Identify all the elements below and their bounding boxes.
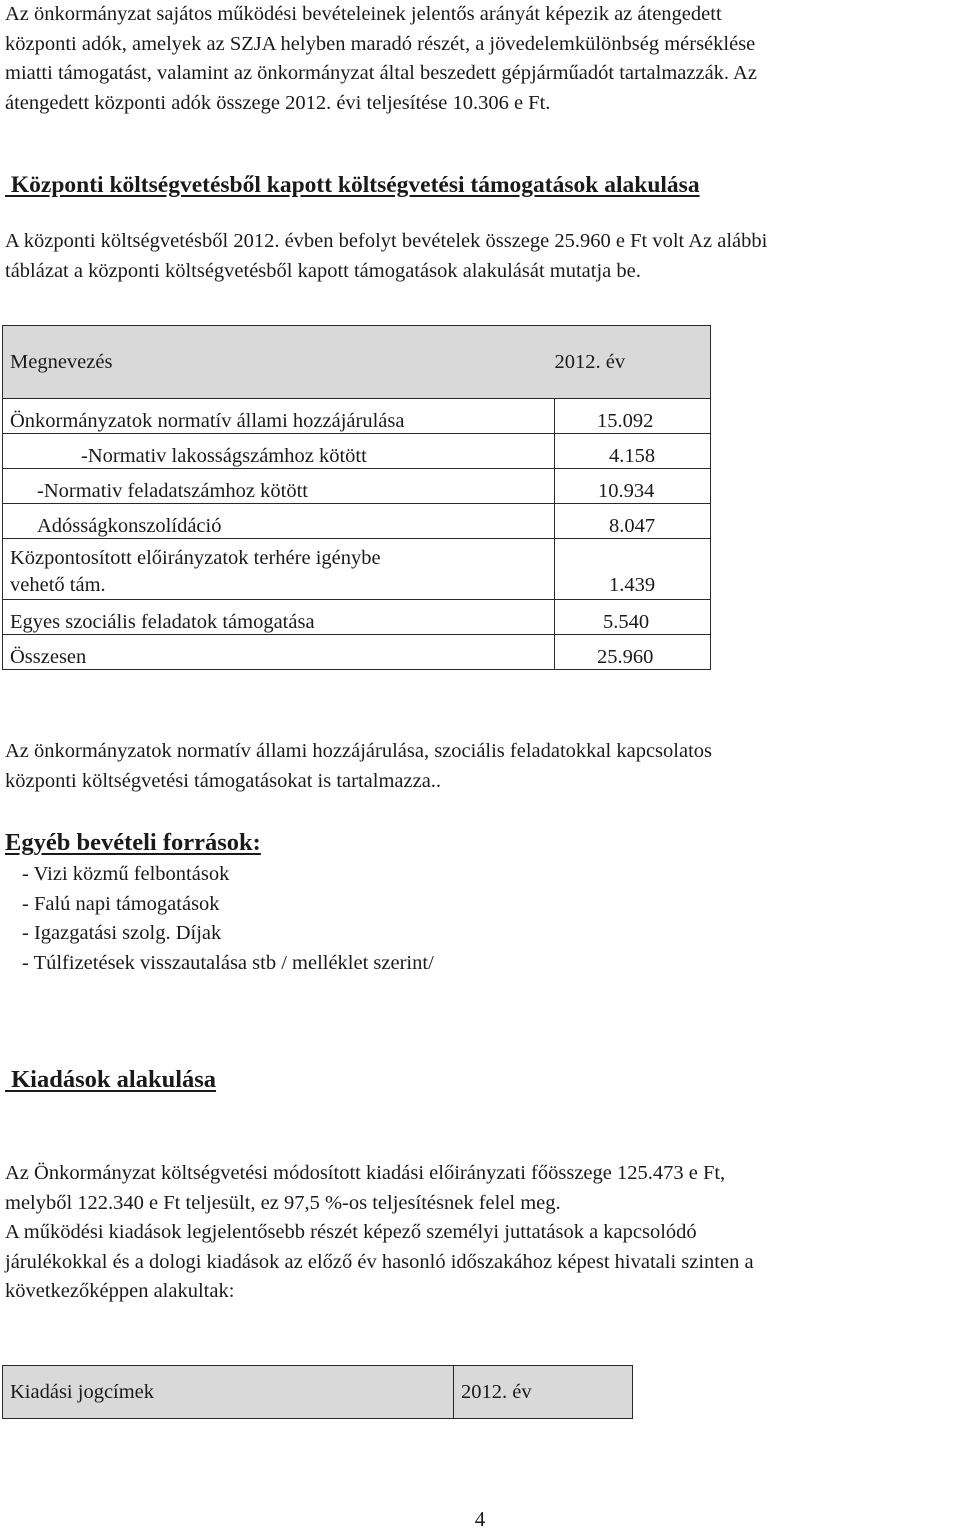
row-value: 8.047 (555, 504, 711, 539)
text-line: melyből 122.340 e Ft teljesült, ez 97,5 %-os teljesítésnek felel meg. (5, 1191, 561, 1214)
table-row (3, 539, 711, 600)
other-income-list (22, 860, 434, 978)
text-line: központi költségvetési támogatásokat is tartalmazza.. (5, 769, 442, 792)
row-label: Egyes szociális feladatok támogatása (3, 600, 555, 635)
list-item: - Vizi közmű felbontások (22, 863, 230, 885)
section-heading-expenses: Kiadások alakulása (5, 1066, 217, 1093)
row-value: 10.934 (555, 469, 711, 504)
text-line: Az önkormányzat sajátos működési bevételeinek jelentős arányát képezik az átengedett (5, 3, 722, 25)
column-header-name: Megnevezés (3, 326, 555, 399)
row-label (3, 539, 555, 600)
table-row (3, 469, 711, 504)
intro-paragraph (5, 0, 955, 118)
row-value: 15.092 (555, 399, 711, 434)
table-header-row (3, 326, 711, 399)
row-value: 4.158 (555, 434, 711, 469)
row-label: Adósságkonszolídáció (3, 504, 555, 539)
text-line: A működési kiadások legjelentősebb részét képező személyi juttatások a kapcsolódó (5, 1221, 697, 1243)
row-label: -Normativ feladatszámhoz kötött (3, 469, 555, 504)
text-line: miatti támogatást, valamint az önkormányzat által beszedett gépjárműadót tartalmazzák. Az (5, 62, 757, 84)
table-row (3, 600, 711, 635)
expenses-paragraph (5, 1159, 955, 1307)
text-line: járulékokkal és a dologi kiadások az előző év hasonló időszakához képest hivatali szinten a (5, 1250, 754, 1273)
text-line: következőképpen alakultak: (5, 1280, 235, 1302)
row-label: -Normativ lakosságszámhoz kötött (3, 434, 555, 469)
row-value: 25.960 (555, 635, 711, 670)
table-row-total (3, 635, 711, 670)
section-heading-other-income: Egyéb bevételi források: (5, 829, 261, 856)
list-item: - Túlfizetések visszautalása stb / melléklet szerint/ (22, 951, 434, 974)
row-label-line: vehető tám. (10, 574, 106, 596)
row-label: Összesen (3, 635, 555, 670)
column-header-year: 2012. év (454, 1366, 633, 1419)
central-support-table (2, 325, 711, 670)
section-heading-central-budget: Központi költségvetésből kapott költségvetési támogatások alakulása (5, 172, 700, 198)
table-row (3, 434, 711, 469)
expense-table (2, 1365, 633, 1419)
text-line: átengedett központi adók összege 2012. évi teljesítése 10.306 e Ft. (5, 91, 551, 114)
list-item: - Falú napi támogatások (22, 892, 220, 915)
text-line: táblázat a központi költségvetésből kapott támogatások alakulását mutatja be. (5, 259, 641, 282)
page-number: 4 (474, 1507, 486, 1531)
column-header-expense-title: Kiadási jogcímek (3, 1366, 454, 1419)
text-line: A központi költségvetésből 2012. évben befolyt bevételek összege 25.960 e Ft volt Az alábbi (5, 230, 768, 252)
text-line: Az Önkormányzat költségvetési módosított kiadási előirányzati főösszege 125.473 e Ft, (5, 1162, 726, 1184)
table-row (3, 504, 711, 539)
row-value: 1.439 (555, 539, 711, 600)
central-budget-paragraph (5, 227, 955, 286)
text-line: Az önkormányzatok normatív állami hozzájárulása, szociális feladatokkal kapcsolatos (5, 740, 712, 762)
row-label: Önkormányzatok normatív állami hozzájárulása (3, 399, 555, 434)
row-label-line: Központosított előirányzatok terhére igénybe (10, 547, 381, 569)
note-paragraph (5, 737, 955, 796)
table-header-row (3, 1366, 633, 1419)
row-value: 5.540 (555, 600, 711, 635)
column-header-year: 2012. év (555, 326, 711, 399)
table-row (3, 399, 711, 434)
list-item: - Igazgatási szolg. Díjak (22, 922, 222, 944)
text-line: központi adók, amelyek az SZJA helyben maradó részét, a jövedelemkülönbség mérséklése (5, 32, 756, 55)
